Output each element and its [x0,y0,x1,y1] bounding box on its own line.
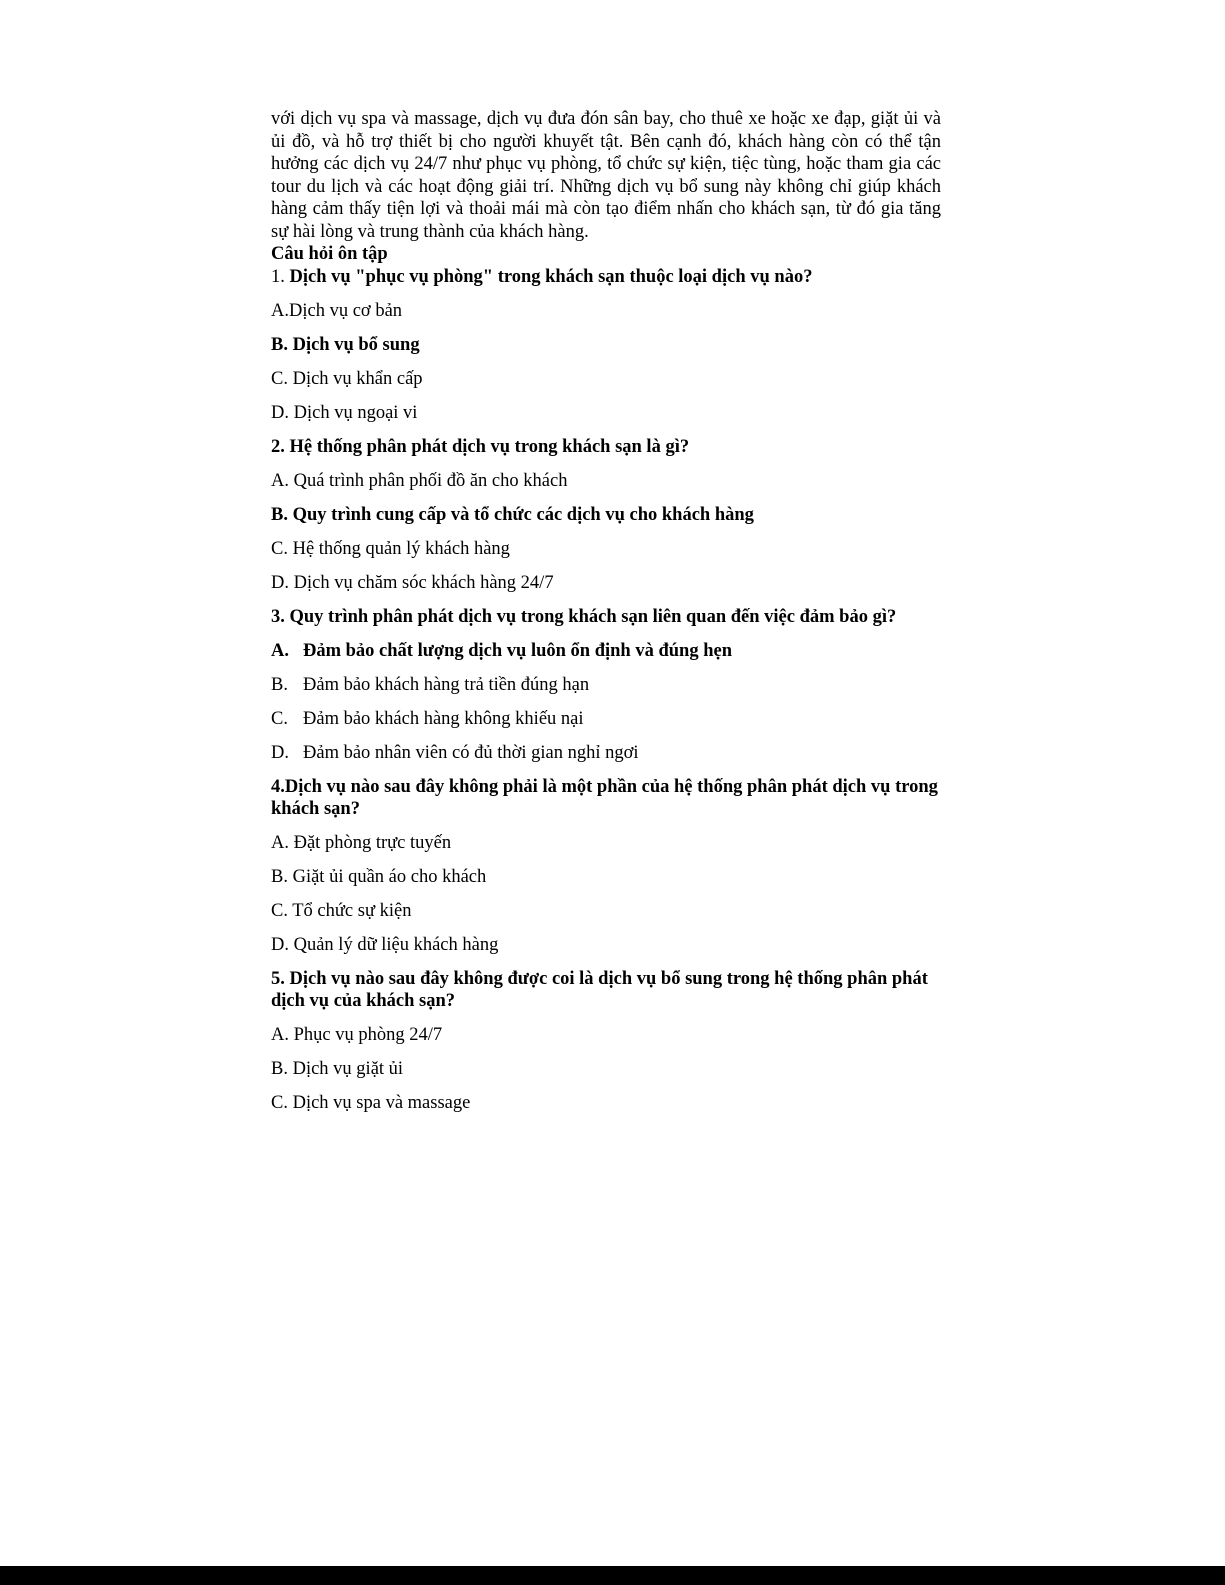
question-5-option-c: C. Dịch vụ spa và massage [271,1092,471,1113]
question-4-number: 4. [271,776,285,797]
question-3-option-d-text: Đảm bảo nhân viên có đủ thời gian nghỉ ngơi [303,742,639,763]
question-3-option-a-letter: A. [271,640,289,661]
question-5 [271,968,941,1012]
question-3-option-a [271,640,941,662]
question-4-option-d: D. Quản lý dữ liệu khách hàng [271,934,499,955]
question-3-option-c-letter: C. [271,708,288,729]
question-3-text: Quy trình phân phát dịch vụ trong khách sạn liên quan đến việc đảm bảo gì? [289,606,897,627]
question-5-text: Dịch vụ nào sau đây không được coi là dịch vụ bổ sung trong hệ thống phân phát dịch vụ của khách sạn? [271,968,928,1011]
question-5-number: 5. [271,968,285,989]
question-3-option-c-text: Đảm bảo khách hàng không khiếu nại [303,708,584,729]
question-1 [271,266,941,288]
question-2-option-d: D. Dịch vụ chăm sóc khách hàng 24/7 [271,572,554,593]
question-3-option-d-letter: D. [271,742,289,763]
question-3-option-b-letter: B. [271,674,288,695]
question-2-text: Hệ thống phân phát dịch vụ trong khách sạn là gì? [289,436,690,457]
review-section-title: Câu hỏi ôn tập [271,244,388,264]
question-4 [271,776,941,820]
question-1-text: Dịch vụ "phục vụ phòng" trong khách sạn thuộc loại dịch vụ nào? [289,266,813,287]
question-2 [271,436,941,458]
question-4-option-a: A. Đặt phòng trực tuyến [271,832,452,853]
question-4-option-c: C. Tổ chức sự kiện [271,900,412,921]
question-2-number: 2. [271,436,285,457]
question-1-option-b: B. Dịch vụ bổ sung [271,334,420,355]
question-1-option-a: A.Dịch vụ cơ bản [271,300,403,321]
document-page [271,108,941,1126]
question-3-option-d [271,742,941,764]
question-1-option-d: D. Dịch vụ ngoại vi [271,402,418,423]
question-3-number: 3. [271,606,285,627]
question-3-option-b [271,674,941,696]
question-1-number: 1. [271,266,285,287]
question-3-option-b-text: Đảm bảo khách hàng trả tiền đúng hạn [303,674,590,695]
question-5-option-a: A. Phục vụ phòng 24/7 [271,1024,443,1045]
question-2-option-c: C. Hệ thống quản lý khách hàng [271,538,510,559]
question-5-option-b: B. Dịch vụ giặt ủi [271,1058,404,1079]
question-1-option-c: C. Dịch vụ khẩn cấp [271,368,423,389]
question-2-option-a: A. Quá trình phân phối đồ ăn cho khách [271,470,568,491]
question-4-text: Dịch vụ nào sau đây không phải là một phần của hệ thống phân phát dịch vụ trong khách sạn? [271,776,938,819]
intro-paragraph: với dịch vụ spa và massage, dịch vụ đưa đón sân bay, cho thuê xe hoặc xe đạp, giặt ủi và ủi đồ, và hỗ trợ thiết bị cho người khuyết tật. Bên cạnh đó, khách hàng còn có thể tận hưởng các dịch vụ 24/7 như phục vụ phòng, tổ chức sự kiện, tiệc tùng, hoặc tham gia các tour du lịch và các hoạt động giải trí. Những dịch vụ bổ sung này không chỉ giúp khách hàng cảm thấy tiện lợi và thoải mái mà còn tạo điểm nhấn cho khách sạn, từ đó gia tăng sự hài lòng và trung thành của khách hàng. [271,109,941,242]
page-bottom-border [0,1566,1225,1585]
question-4-option-b: B. Giặt ủi quần áo cho khách [271,866,487,887]
question-3-option-c [271,708,941,730]
question-3 [271,606,941,628]
question-3-option-a-text: Đảm bảo chất lượng dịch vụ luôn ổn định và đúng hẹn [303,640,733,661]
question-2-option-b: B. Quy trình cung cấp và tổ chức các dịch vụ cho khách hàng [271,504,754,525]
